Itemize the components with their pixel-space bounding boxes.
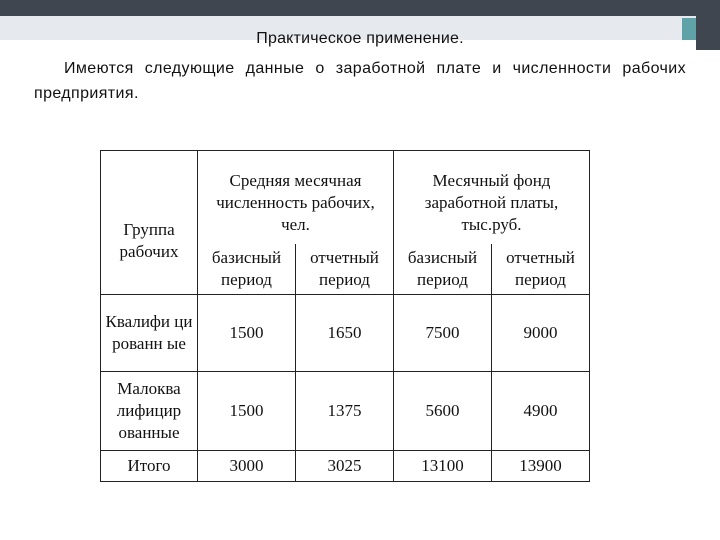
cell: 9000 [492, 295, 590, 372]
slide-title: Практическое применение. [256, 30, 464, 47]
subheader-report-1: отчетный период [296, 244, 394, 295]
intro-paragraph: Имеются следующие данные о заработной плате и численности рабочих предприятия. [34, 60, 686, 102]
header-headcount-text: Средняя месячная численность рабочих, чел. [216, 171, 375, 234]
data-table [100, 150, 590, 482]
subheader-report-2: отчетный период [492, 244, 590, 295]
cell: 5600 [394, 372, 492, 451]
cell: 7500 [394, 295, 492, 372]
row-label [101, 372, 198, 451]
cell: 1500 [198, 372, 296, 451]
row-label-text: Квалифи цированн ые [105, 312, 193, 353]
row-label-text: Малоква лифицир ованные [116, 379, 182, 442]
cell: 4900 [492, 372, 590, 451]
subheader-base-1: базисный период [198, 244, 296, 295]
subheader-base-2: базисный период [394, 244, 492, 295]
cell: 1650 [296, 295, 394, 372]
header-payroll-text: Месячный фонд заработной платы, тыс.руб. [424, 171, 559, 234]
header-payroll [394, 151, 590, 245]
group-header-text: Группа рабочих [119, 219, 179, 261]
group-header [101, 151, 198, 295]
header-bar-dark [0, 0, 720, 16]
header-headcount [198, 151, 394, 245]
table-row [101, 372, 590, 451]
table-row-total [101, 451, 590, 482]
table-row [101, 295, 590, 372]
cell: 1500 [198, 295, 296, 372]
cell: 13100 [394, 451, 492, 482]
row-label: Итого [101, 451, 198, 482]
cell: 3025 [296, 451, 394, 482]
cell: 13900 [492, 451, 590, 482]
row-label [101, 295, 198, 372]
cell: 1375 [296, 372, 394, 451]
cell: 3000 [198, 451, 296, 482]
